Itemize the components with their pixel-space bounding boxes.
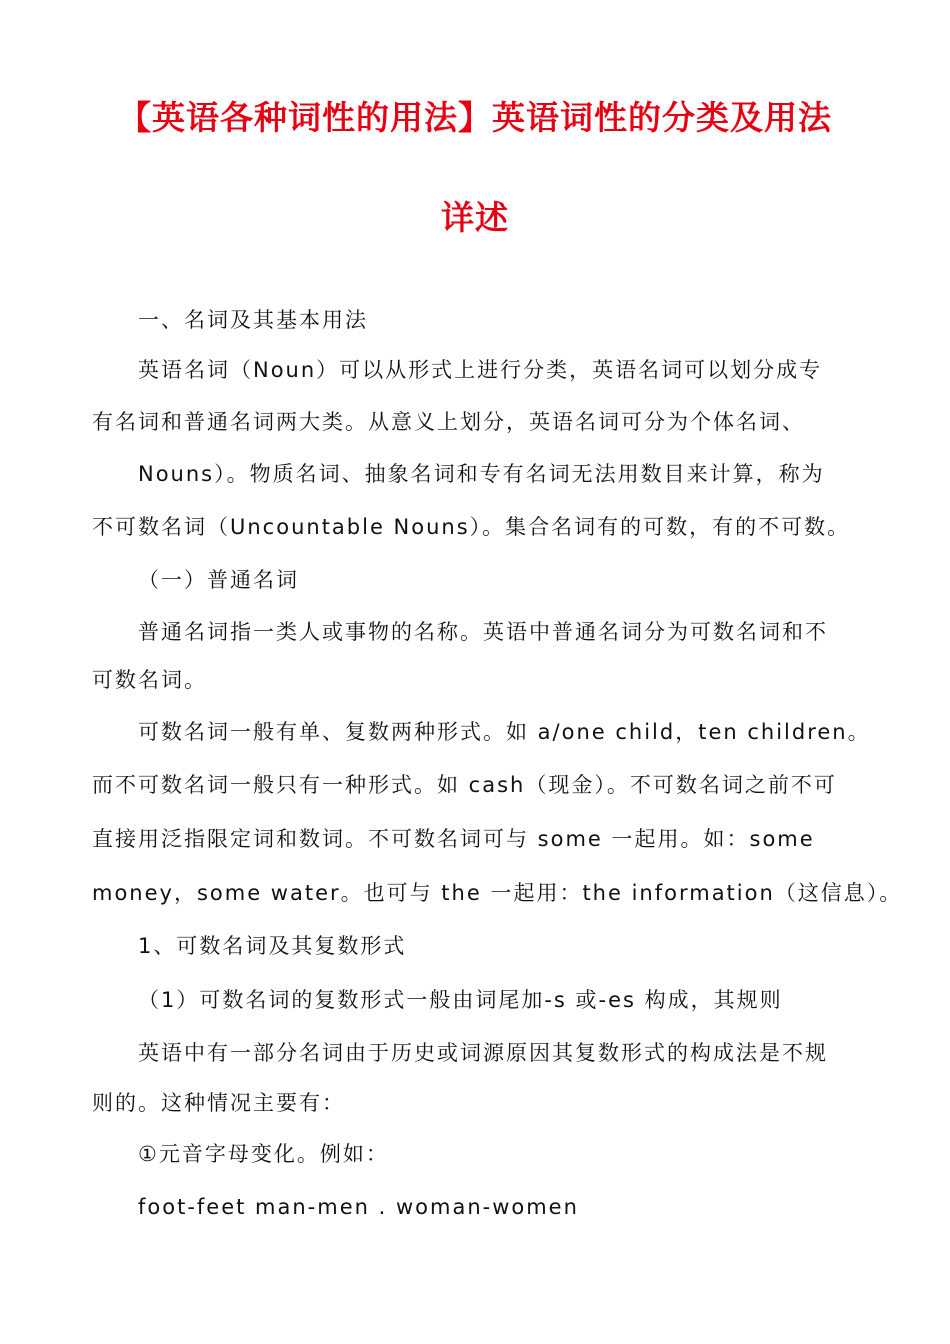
paragraph-line: 有名词和普通名词两大类。从意义上划分，英语名词可分为个体名词、	[92, 410, 805, 434]
section-heading-nouns: 一、名词及其基本用法	[138, 308, 368, 332]
paragraph-line: 英语中有一部分名词由于历史或词源原因其复数形式的构成法是不规	[138, 1041, 828, 1065]
paragraph-line: 英语名词（Noun）可以从形式上进行分类，英语名词可以划分成专	[138, 358, 823, 382]
paragraph-line: 可数名词。	[92, 668, 207, 692]
paragraph-line: money，some water。也可与 the 一起用：the information（这信息）。	[92, 881, 903, 905]
paragraph-line: 则的。这种情况主要有：	[92, 1091, 345, 1115]
paragraph-line: Nouns）。物质名词、抽象名词和专有名词无法用数目来计算，称为	[138, 462, 825, 486]
paragraph-line: 而不可数名词一般只有一种形式。如 cash（现金）。不可数名词之前不可	[92, 773, 837, 797]
subsection-heading-plural-forms: 1、可数名词及其复数形式	[138, 934, 407, 958]
paragraph-line: 直接用泛指限定词和数词。不可数名词可与 some 一起用。如：some	[92, 827, 815, 851]
paragraph-line: （1）可数名词的复数形式一般由词尾加-s 或-es 构成，其规则	[138, 988, 783, 1012]
subsection-heading-common-nouns: （一）普通名词	[138, 568, 299, 592]
paragraph-line: 不可数名词（Uncountable Nouns）。集合名词有的可数，有的不可数。	[92, 515, 851, 539]
document-title-line-1: 【英语各种词性的用法】英语词性的分类及用法	[118, 98, 832, 137]
paragraph-line: 可数名词一般有单、复数两种形式。如 a/one child，ten children。	[138, 720, 871, 744]
example-line: foot-feet man-men . woman-women	[138, 1195, 579, 1219]
list-item-vowel-change: ①元音字母变化。例如：	[138, 1142, 389, 1166]
document-title-line-2: 详述	[441, 198, 509, 237]
paragraph-line: 普通名词指一类人或事物的名称。英语中普通名词分为可数名词和不	[138, 620, 828, 644]
